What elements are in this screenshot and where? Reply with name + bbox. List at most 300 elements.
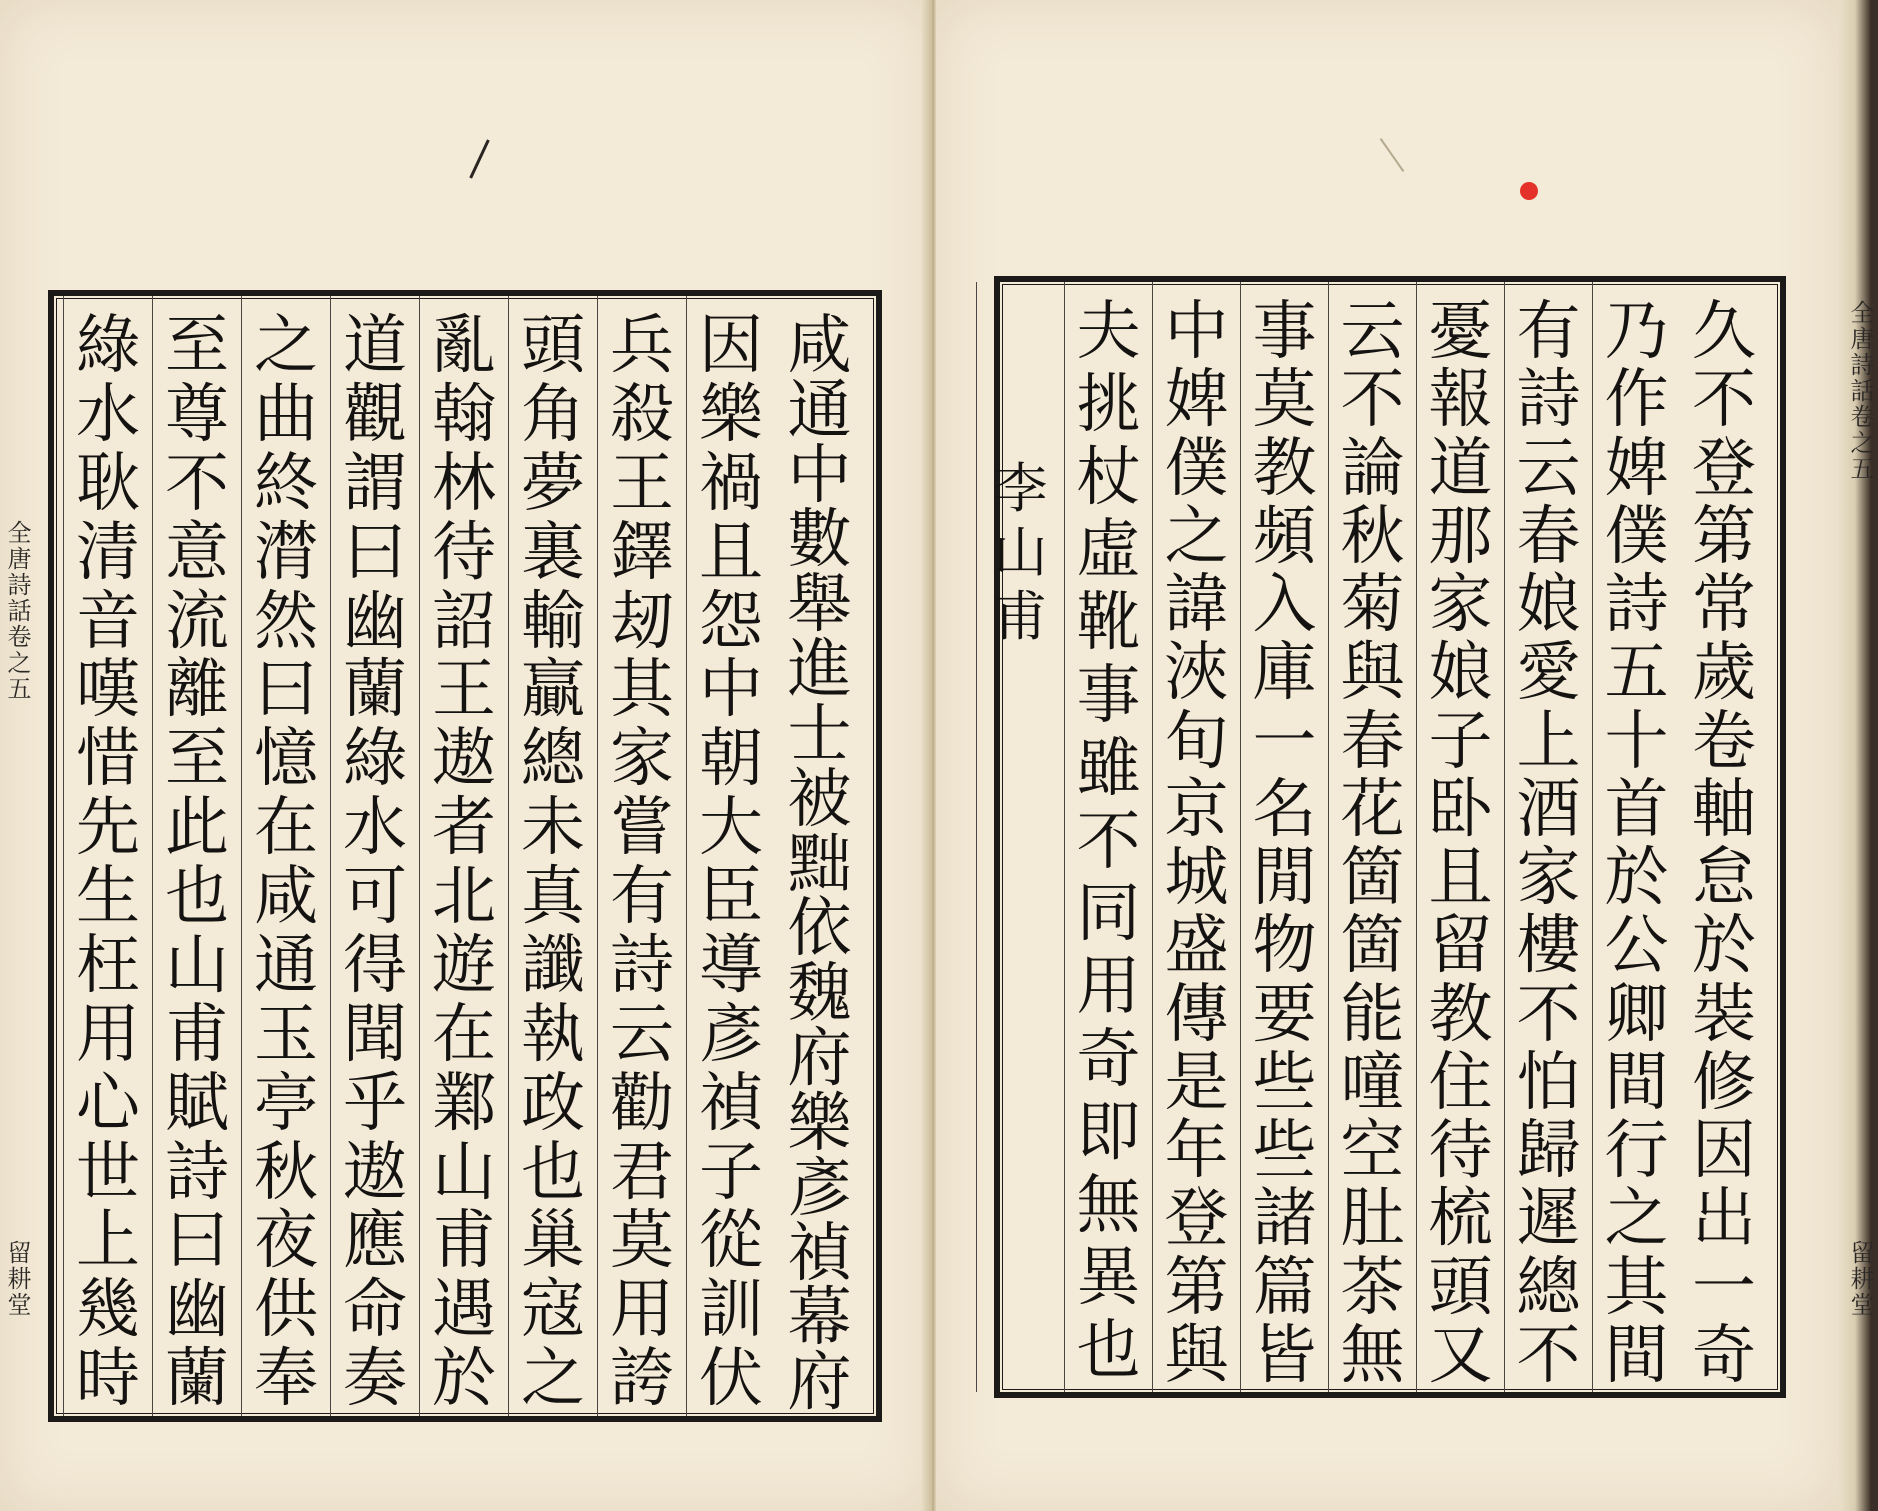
glyph: 之 [1604, 1182, 1669, 1257]
glyph: 也 [521, 1135, 585, 1210]
glyph: 娘 [1516, 568, 1581, 642]
glyph: 亭 [254, 1066, 318, 1141]
glyph: 奇 [1076, 1022, 1141, 1097]
glyph: 勸 [610, 1066, 674, 1141]
glyph: 婢 [1604, 431, 1669, 506]
glyph: 謂 [343, 446, 407, 521]
left-text-columns [54, 296, 864, 1421]
glyph: 翰 [432, 377, 496, 452]
glyph: 不 [1692, 363, 1756, 438]
glyph: 歸 [1516, 1114, 1581, 1188]
glyph: 頭 [1428, 1250, 1493, 1325]
glyph: 春 [1516, 499, 1581, 574]
glyph: 亂 [432, 309, 496, 383]
glyph: 箇 [1340, 841, 1405, 915]
left-margin-label-bottom: 留耕堂 [3, 1240, 31, 1318]
glyph: 被 [787, 762, 852, 837]
glyph: 鐸 [610, 515, 674, 590]
glyph: 頭 [521, 309, 585, 383]
glyph: 觀 [343, 377, 407, 452]
glyph: 且 [1428, 841, 1493, 915]
glyph: 靴 [1076, 586, 1141, 661]
glyph: 庫 [1252, 636, 1317, 711]
glyph: 得 [343, 928, 407, 1003]
glyph: 府 [787, 1346, 852, 1421]
glyph: 總 [1516, 1250, 1581, 1325]
book-edge-right [1839, 0, 1874, 1511]
glyph: 奇 [1692, 1318, 1756, 1393]
glyph: 杖 [1076, 440, 1141, 515]
glyph: 噇 [1340, 1045, 1405, 1120]
glyph: 依 [787, 892, 852, 967]
glyph: 留 [1428, 909, 1493, 984]
glyph: 遨 [432, 722, 496, 797]
glyph: 與 [1164, 1318, 1229, 1393]
glyph: 府 [787, 1022, 852, 1097]
glyph: 怨 [699, 584, 763, 659]
glyph: 幕 [787, 1281, 852, 1356]
red-seal-mark [1520, 182, 1538, 200]
glyph: 綠 [343, 722, 407, 797]
glyph: 卧 [1428, 772, 1493, 847]
glyph: 禎 [699, 1066, 763, 1141]
glyph: 城 [1164, 841, 1229, 915]
glyph: 僕 [1604, 499, 1669, 574]
glyph: 者 [432, 791, 496, 866]
text-column [1152, 282, 1240, 1392]
glyph: 士 [787, 697, 852, 772]
glyph: 登 [1692, 431, 1756, 506]
glyph: 殺 [610, 377, 674, 452]
glyph: 咸 [787, 309, 852, 383]
glyph: 山 [432, 1135, 496, 1210]
glyph: 子 [1428, 704, 1493, 779]
glyph: 寇 [521, 1273, 585, 1348]
glyph: 些 [1252, 1114, 1317, 1188]
glyph: 有 [610, 860, 674, 934]
glyph: 間 [1604, 1318, 1669, 1393]
glyph: 卿 [1604, 977, 1669, 1052]
glyph: 樂 [699, 377, 763, 452]
glyph: 嘗 [610, 791, 674, 866]
glyph: 肚 [1340, 1182, 1405, 1257]
glyph: 角 [521, 377, 585, 452]
glyph: 從 [699, 1204, 763, 1279]
glyph: 供 [254, 1273, 318, 1348]
glyph: 至 [165, 309, 229, 383]
glyph: 真 [521, 860, 585, 934]
glyph: 尊 [165, 377, 229, 452]
glyph: 世 [76, 1135, 140, 1210]
glyph: 酒 [1516, 772, 1581, 847]
glyph: 不 [1516, 1318, 1581, 1393]
glyph: 浹 [1164, 636, 1229, 711]
text-column [1592, 282, 1680, 1392]
glyph: 家 [610, 722, 674, 797]
right-margin-label-top: 全唐詩話卷之五 [1846, 300, 1874, 482]
glyph: 幽 [165, 1273, 229, 1348]
glyph: 用 [610, 1273, 674, 1348]
glyph: 先 [76, 791, 140, 866]
glyph: 乃 [1604, 295, 1669, 369]
glyph: 軸 [1692, 772, 1756, 847]
glyph: 進 [787, 633, 852, 708]
glyph: 應 [343, 1204, 407, 1279]
right-page [936, 0, 1839, 1511]
glyph: 道 [1428, 431, 1493, 506]
text-column [63, 296, 152, 1416]
glyph: 耿 [76, 446, 140, 521]
glyph: 不 [1340, 363, 1405, 438]
glyph: 枉 [76, 928, 140, 1003]
glyph: 無 [1340, 1318, 1405, 1393]
glyph: 樓 [1516, 909, 1581, 984]
text-column [152, 296, 241, 1416]
glyph: 愛 [1516, 636, 1581, 711]
glyph: 之 [254, 309, 318, 383]
glyph: 云 [610, 997, 674, 1072]
faint-mark [1380, 138, 1405, 172]
glyph: 遲 [1516, 1182, 1581, 1257]
glyph: 山 [165, 928, 229, 1003]
glyph: 修 [1692, 1045, 1756, 1120]
glyph: 物 [1252, 909, 1317, 984]
glyph: 臣 [699, 860, 763, 934]
glyph: 政 [521, 1066, 585, 1141]
glyph: 那 [1428, 499, 1493, 574]
glyph: 巢 [521, 1204, 585, 1279]
glyph: 伏 [699, 1342, 763, 1417]
glyph: 曰 [254, 653, 318, 728]
glyph: 皆 [1252, 1318, 1317, 1393]
text-column [241, 296, 330, 1416]
glyph: 花 [1340, 772, 1405, 847]
glyph: 閒 [1252, 841, 1317, 915]
glyph: 於 [1692, 909, 1756, 984]
glyph: 詩 [610, 928, 674, 1003]
glyph: 時 [76, 1342, 140, 1417]
glyph: 論 [1340, 431, 1405, 506]
glyph: 禍 [699, 446, 763, 521]
glyph: 終 [254, 446, 318, 521]
glyph: 常 [1692, 568, 1756, 642]
glyph: 山 [993, 521, 1048, 584]
glyph: 其 [1604, 1250, 1669, 1325]
glyph: 憂 [1428, 295, 1493, 369]
glyph: 魏 [787, 957, 852, 1032]
glyph: 即 [1076, 1095, 1141, 1170]
glyph: 黜 [787, 827, 852, 902]
glyph: 諸 [1252, 1182, 1317, 1257]
glyph: 離 [165, 653, 229, 728]
glyph: 水 [76, 377, 140, 452]
glyph: 秋 [254, 1135, 318, 1210]
text-column [1328, 282, 1416, 1392]
glyph: 乎 [343, 1066, 407, 1141]
glyph: 王 [432, 653, 496, 728]
glyph: 樂 [787, 1086, 852, 1161]
glyph: 裝 [1692, 977, 1756, 1052]
glyph: 虛 [1076, 513, 1141, 588]
glyph: 上 [76, 1204, 140, 1279]
glyph: 旬 [1164, 704, 1229, 779]
glyph: 道 [343, 309, 407, 383]
ink-mark [469, 139, 489, 178]
glyph: 諱 [1164, 568, 1229, 642]
glyph: 至 [165, 722, 229, 797]
glyph: 因 [699, 309, 763, 383]
left-margin-label-top: 全唐詩話卷之五 [3, 520, 31, 702]
glyph: 歲 [1692, 636, 1756, 711]
glyph: 賦 [165, 1066, 229, 1141]
glyph: 輸 [521, 584, 585, 659]
text-column [330, 296, 419, 1416]
glyph: 贏 [521, 653, 585, 728]
glyph: 頻 [1252, 499, 1317, 574]
text-column [775, 296, 864, 1421]
glyph: 刼 [610, 584, 674, 659]
glyph: 舉 [787, 568, 852, 643]
right-text-columns [993, 282, 1768, 1393]
glyph: 裏 [521, 515, 585, 590]
glyph: 蘭 [343, 653, 407, 728]
glyph: 云 [1340, 295, 1405, 369]
glyph: 數 [787, 503, 852, 578]
text-column [1416, 282, 1504, 1392]
glyph: 綠 [76, 309, 140, 383]
glyph: 甫 [993, 585, 1048, 648]
glyph: 十 [1604, 704, 1669, 779]
glyph: 之 [1164, 499, 1229, 574]
glyph: 卷 [1692, 704, 1756, 779]
glyph: 也 [165, 860, 229, 934]
glyph: 音 [76, 584, 140, 659]
glyph: 詩 [165, 1135, 229, 1210]
glyph: 登 [1164, 1182, 1229, 1257]
glyph: 之 [521, 1342, 585, 1417]
glyph: 北 [432, 860, 496, 934]
glyph: 惜 [76, 722, 140, 797]
glyph: 詔 [432, 584, 496, 659]
glyph: 訓 [699, 1273, 763, 1348]
glyph: 茶 [1340, 1250, 1405, 1325]
glyph: 王 [610, 446, 674, 521]
glyph: 兵 [610, 309, 674, 383]
glyph: 朝 [699, 722, 763, 797]
glyph: 間 [1604, 1045, 1669, 1120]
glyph: 遇 [432, 1273, 496, 1348]
right-text-frame [994, 276, 1786, 1398]
glyph: 咸 [254, 860, 318, 934]
glyph: 不 [165, 446, 229, 521]
glyph: 君 [610, 1135, 674, 1210]
glyph: 詩 [1604, 568, 1669, 642]
glyph: 其 [610, 653, 674, 728]
glyph: 總 [521, 722, 585, 797]
glyph: 命 [343, 1273, 407, 1348]
glyph: 菊 [1340, 568, 1405, 642]
glyph: 彥 [787, 1151, 852, 1226]
glyph: 奏 [343, 1342, 407, 1417]
glyph: 首 [1604, 772, 1669, 847]
glyph: 公 [1604, 909, 1669, 984]
glyph: 可 [343, 860, 407, 934]
glyph: 久 [1692, 295, 1756, 369]
glyph: 彥 [699, 997, 763, 1072]
text-column [686, 296, 775, 1416]
glyph: 禎 [787, 1216, 852, 1291]
glyph: 聞 [343, 997, 407, 1072]
glyph: 誇 [610, 1342, 674, 1417]
left-text-frame [48, 290, 882, 1422]
glyph: 夜 [254, 1204, 318, 1279]
glyph: 云 [1516, 431, 1581, 506]
glyph: 幽 [343, 584, 407, 659]
glyph: 家 [1516, 841, 1581, 915]
glyph: 且 [699, 515, 763, 590]
glyph: 執 [521, 997, 585, 1072]
glyph: 甫 [432, 1204, 496, 1279]
glyph: 箇 [1340, 909, 1405, 984]
glyph: 同 [1076, 877, 1141, 952]
glyph: 空 [1340, 1114, 1405, 1188]
glyph: 曰 [165, 1204, 229, 1279]
glyph: 與 [1340, 636, 1405, 711]
glyph: 教 [1252, 431, 1317, 506]
glyph: 異 [1076, 1241, 1141, 1316]
text-column [597, 296, 686, 1416]
glyph: 出 [1692, 1182, 1756, 1257]
glyph: 遨 [343, 1135, 407, 1210]
glyph: 事 [1076, 658, 1141, 733]
glyph: 子 [699, 1135, 763, 1210]
glyph: 一 [1692, 1250, 1756, 1325]
glyph: 蘭 [165, 1342, 229, 1417]
glyph: 報 [1428, 363, 1493, 438]
glyph: 行 [1604, 1114, 1669, 1188]
glyph: 在 [254, 791, 318, 866]
glyph: 夫 [1076, 295, 1141, 369]
author-signature [976, 282, 1064, 1392]
glyph: 篇 [1252, 1250, 1317, 1325]
text-column [1680, 282, 1768, 1392]
glyph: 秋 [1340, 499, 1405, 574]
glyph: 清 [76, 515, 140, 590]
glyph: 莫 [610, 1204, 674, 1279]
glyph: 些 [1252, 1045, 1317, 1120]
glyph: 潸 [254, 515, 318, 590]
glyph: 玉 [254, 997, 318, 1072]
glyph: 嘆 [76, 653, 140, 728]
glyph: 也 [1076, 1314, 1141, 1389]
glyph: 娘 [1428, 636, 1493, 711]
glyph: 此 [165, 791, 229, 866]
glyph: 年 [1164, 1114, 1229, 1188]
glyph: 春 [1340, 704, 1405, 779]
glyph: 用 [1076, 950, 1141, 1025]
text-column [1240, 282, 1328, 1392]
glyph: 奉 [254, 1342, 318, 1417]
glyph: 第 [1164, 1250, 1229, 1325]
glyph: 入 [1252, 568, 1317, 642]
glyph: 夢 [521, 446, 585, 521]
glyph: 盛 [1164, 909, 1229, 984]
glyph: 生 [76, 860, 140, 934]
glyph: 中 [699, 653, 763, 728]
glyph: 幾 [76, 1273, 140, 1348]
glyph: 導 [699, 928, 763, 1003]
glyph: 家 [1428, 568, 1493, 642]
glyph: 鄴 [432, 1066, 496, 1141]
glyph: 有 [1516, 295, 1581, 369]
glyph: 水 [343, 791, 407, 866]
glyph: 詩 [1516, 363, 1581, 438]
glyph: 不 [1516, 977, 1581, 1052]
glyph: 能 [1340, 977, 1405, 1052]
glyph: 意 [165, 515, 229, 590]
glyph: 五 [1604, 636, 1669, 711]
glyph: 上 [1516, 704, 1581, 779]
glyph: 通 [254, 928, 318, 1003]
glyph: 僕 [1164, 431, 1229, 506]
glyph: 傳 [1164, 977, 1229, 1052]
glyph: 無 [1076, 1168, 1141, 1243]
glyph: 甫 [165, 997, 229, 1072]
glyph: 要 [1252, 977, 1317, 1052]
glyph: 然 [254, 584, 318, 659]
glyph: 待 [432, 515, 496, 590]
glyph: 中 [1164, 295, 1229, 369]
glyph: 教 [1428, 977, 1493, 1052]
text-column [508, 296, 597, 1416]
glyph: 讖 [521, 928, 585, 1003]
text-column [1504, 282, 1592, 1392]
glyph: 挑 [1076, 367, 1141, 442]
glyph: 婢 [1164, 363, 1229, 438]
glyph: 憶 [254, 722, 318, 797]
glyph: 名 [1252, 772, 1317, 847]
glyph: 用 [76, 997, 140, 1072]
glyph: 中 [787, 438, 852, 513]
glyph: 心 [76, 1066, 140, 1141]
glyph: 未 [521, 791, 585, 866]
glyph: 通 [787, 373, 852, 448]
glyph: 大 [699, 791, 763, 866]
glyph: 林 [432, 446, 496, 521]
glyph: 待 [1428, 1114, 1493, 1188]
glyph: 遊 [432, 928, 496, 1003]
glyph: 怠 [1692, 841, 1756, 915]
glyph: 京 [1164, 772, 1229, 847]
glyph: 作 [1604, 363, 1669, 438]
glyph: 怕 [1516, 1045, 1581, 1120]
text-column [1064, 282, 1152, 1392]
glyph: 流 [165, 584, 229, 659]
glyph: 莫 [1252, 363, 1317, 438]
right-margin-label-bottom: 留耕堂 [1846, 1240, 1874, 1318]
glyph: 因 [1692, 1114, 1756, 1188]
text-column [419, 296, 508, 1416]
glyph: 是 [1164, 1045, 1229, 1120]
glyph: 於 [432, 1342, 496, 1417]
glyph: 在 [432, 997, 496, 1072]
glyph: 又 [1428, 1318, 1493, 1393]
left-page [0, 0, 930, 1511]
glyph: 事 [1252, 295, 1317, 369]
glyph: 梳 [1428, 1182, 1493, 1257]
glyph: 一 [1252, 704, 1317, 779]
glyph: 第 [1692, 499, 1756, 574]
